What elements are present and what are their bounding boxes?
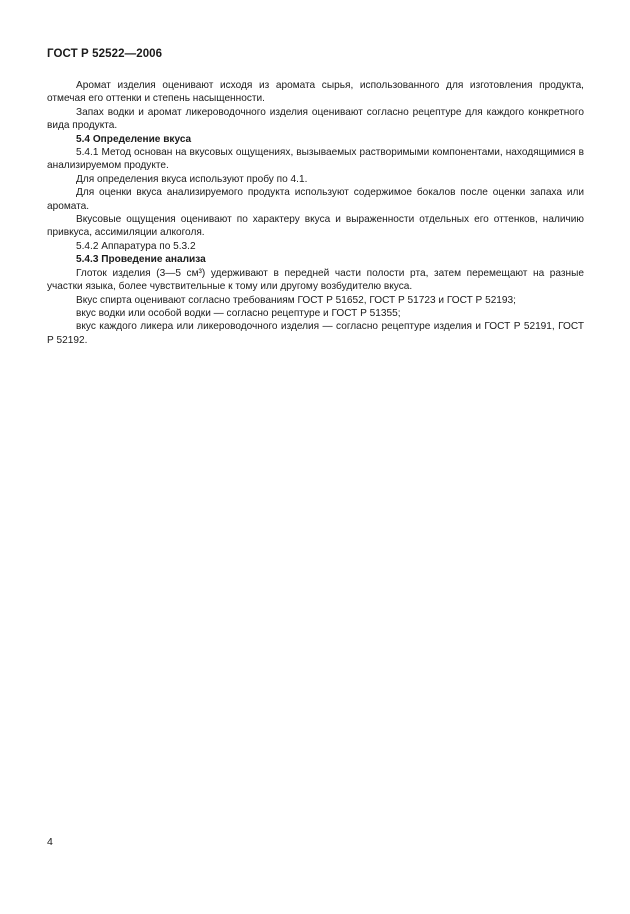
paragraph: 5.4.2 Аппаратура по 5.3.2 [76, 240, 196, 252]
paragraph: Глоток изделия (3—5 см³) удерживают в передней части полости рта, затем перемещают на разные участки языка, более чувствительные к тому или другому возбудителю вкуса. [47, 267, 584, 293]
paragraph: Аромат изделия оценивают исходя из аромата сырья, использованного для изготовления продукта, отмечая его оттенки и степень насыщенности. [47, 80, 584, 105]
subsection-heading: 5.4.3 Проведение анализа [76, 254, 206, 266]
page-number: 4 [47, 836, 53, 848]
paragraph: вкус водки или особой водки — согласно рецептуре и ГОСТ Р 51355; [76, 307, 401, 319]
document-header: ГОСТ Р 52522—2006 [47, 48, 163, 60]
paragraph: Для определения вкуса используют пробу по 4.1. [76, 173, 308, 185]
paragraph: Вкусовые ощущения оценивают по характеру вкуса и выраженности отдельных его оттенков, наличию привкуса, ассимиляции алкоголя. [47, 214, 584, 239]
paragraph: Для оценки вкуса анализируемого продукта используют содержимое бокалов после оценки запаха или аромата. [47, 187, 584, 212]
paragraph: Вкус спирта оценивают согласно требованиям ГОСТ Р 51652, ГОСТ Р 51723 и ГОСТ Р 52193; [76, 294, 516, 306]
paragraph: Запах водки и аромат ликероводочного изделия оценивают согласно рецептуре для каждого конкретного вида продукта. [47, 106, 584, 132]
paragraph: 5.4.1 Метод основан на вкусовых ощущениях, вызываемых растворимыми компонентами, находящимися в анализируемом продукте. [47, 147, 584, 172]
paragraph: вкус каждого ликера или ликероводочного изделия — согласно рецептуре изделия и ГОСТ Р 52191, ГОСТ Р 52192. [47, 321, 584, 346]
section-heading: 5.4 Определение вкуса [76, 133, 192, 145]
document-body [47, 79, 584, 347]
